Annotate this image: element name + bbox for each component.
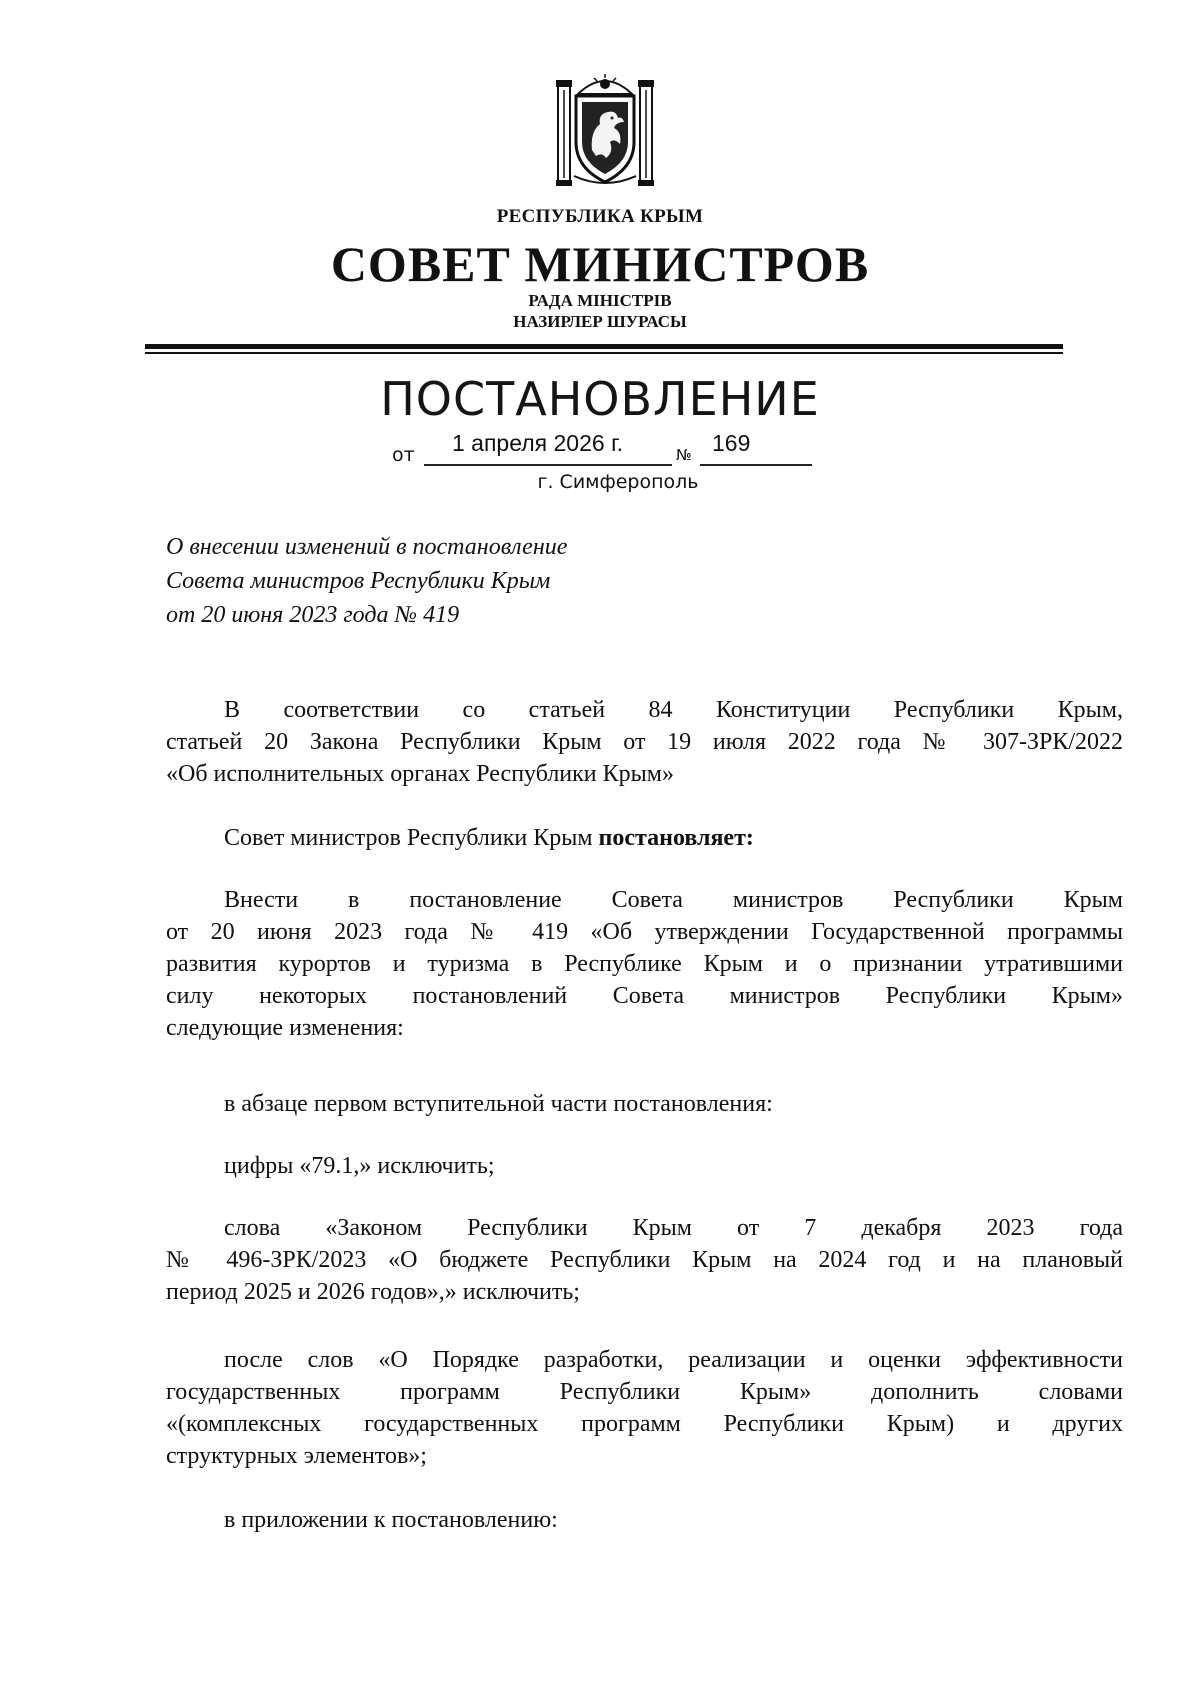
number-underline — [700, 464, 812, 466]
resolution-verb: постановляет: — [598, 825, 754, 851]
header-divider-thick — [145, 344, 1063, 349]
amendment-paragraph — [166, 884, 1123, 1044]
paragraph-line: государственных программ Республики Крым» дополнить словами — [166, 1379, 1123, 1405]
paragraph-line: после слов «О Порядке разработки, реализации и оценки эффективности — [224, 1347, 1123, 1373]
subject-line: от 20 июня 2023 года № 419 — [166, 602, 460, 628]
paragraph-line: «Об исполнительных органах Республики Крым» — [166, 761, 674, 787]
paragraph-line: период 2025 и 2026 годов»,» исключить; — [166, 1279, 580, 1305]
date-underline — [424, 464, 672, 466]
paragraph-line: Внести в постановление Совета министров Республики Крым — [224, 887, 1123, 913]
change-item-intro: в абзаце первом вступительной части постановления: — [224, 1091, 773, 1117]
paragraph-line: «(комплексных государственных программ Республики Крым) и других — [166, 1411, 1123, 1437]
change-item-paragraph — [166, 1344, 1123, 1472]
resolution-text: Совет министров Республики Крым — [224, 825, 599, 851]
paragraph-line: развития курортов и туризма в Республике Крым и о признании утратившими — [166, 951, 1123, 977]
paragraph-line: структурных элементов»; — [166, 1443, 427, 1469]
resolution-clause — [224, 822, 754, 854]
document-type-title: ПОСТАНОВЛЕНИЕ — [380, 372, 820, 426]
decree-city: г. Симферополь — [537, 471, 699, 493]
date-from-label: от — [392, 444, 415, 466]
paragraph-line: от 20 июня 2023 года № 419 «Об утверждении Государственной программы — [166, 919, 1123, 945]
paragraph-line: статьей 20 Закона Республики Крым от 19 июля 2022 года № 307-ЗРК/2022 — [166, 729, 1123, 755]
change-item-paragraph — [166, 1212, 1123, 1308]
republic-name: РЕСПУБЛИКА КРЫМ — [496, 206, 704, 227]
header-divider-thin — [145, 352, 1063, 354]
number-sign: № — [676, 446, 692, 464]
council-name: СОВЕТ МИНИСТРОВ — [330, 236, 870, 292]
paragraph-line: № 496-ЗРК/2023 «О бюджете Республики Крым на 2024 год и на плановый — [166, 1247, 1123, 1273]
subject-line: О внесении изменений в постановление — [166, 534, 568, 560]
decree-number: 169 — [712, 430, 751, 456]
decree-subject — [166, 530, 567, 632]
paragraph-line: силу некоторых постановлений Совета министров Республики Крым» — [166, 983, 1123, 1009]
change-item: цифры «79.1,» исключить; — [224, 1153, 495, 1179]
council-name-crimean-tatar: НАЗИРЛЕР ШУРАСЫ — [513, 312, 687, 331]
preamble-paragraph — [166, 694, 1123, 790]
paragraph-line: следующие изменения: — [166, 1015, 404, 1041]
appendix-intro: в приложении к постановлению: — [224, 1507, 558, 1533]
paragraph-line: В соответствии со статьей 84 Конституции Республики Крым, — [224, 697, 1123, 723]
subject-line: Совета министров Республики Крым — [166, 568, 551, 594]
paragraph-line: слова «Законом Республики Крым от 7 декабря 2023 года — [224, 1215, 1123, 1241]
decree-date-number-row — [0, 430, 1200, 470]
council-name-ukrainian: РАДА МІНІСТРІВ — [528, 291, 672, 310]
decree-date: 1 апреля 2026 г. — [452, 430, 624, 456]
crimea-coat-of-arms-icon — [556, 72, 654, 190]
